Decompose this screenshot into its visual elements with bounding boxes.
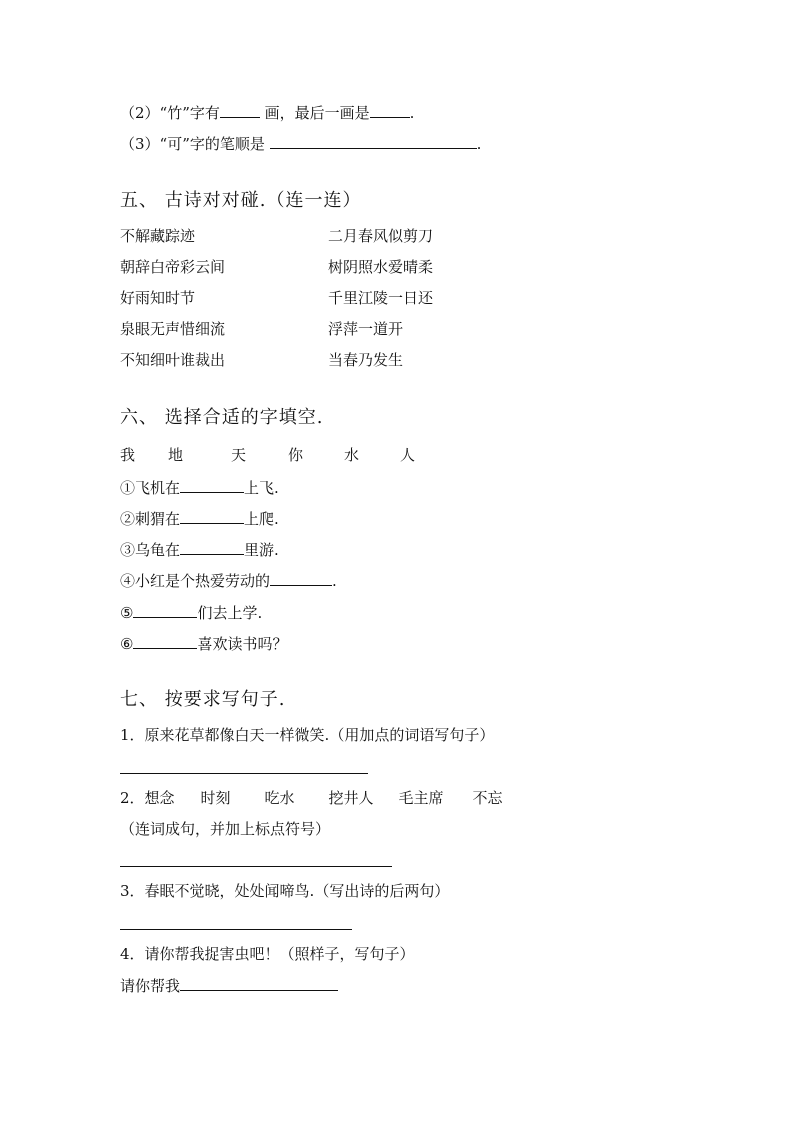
choice-char-4: 你	[288, 446, 304, 464]
fill-item-4	[120, 570, 337, 591]
sentence-q4-prompt: 请你帮我	[120, 977, 181, 995]
sentence-q4: 4．请你帮我捉害虫吧！（照样子，写句子）	[120, 945, 415, 963]
stroke-count-blank[interactable]	[220, 102, 260, 118]
fill-item-6	[120, 633, 287, 654]
section-5-title: 五、 古诗对对碰.（连一连）	[120, 190, 362, 211]
fill-item-3	[120, 539, 279, 560]
choice-char-5: 水	[344, 446, 360, 464]
sentence-q1-answer-line[interactable]	[120, 773, 368, 774]
poem-right-3[interactable]: 千里江陵一日还	[328, 289, 434, 307]
sentence-q2-note: （连词成句，并加上标点符号）	[120, 820, 331, 838]
question-4-2-end: .	[409, 104, 415, 122]
choice-char-1: 我	[120, 446, 136, 464]
fill-item-1-pre: ①飞机在	[120, 479, 181, 497]
word-1: 想念	[144, 789, 175, 807]
fill-item-4-blank[interactable]	[270, 570, 332, 586]
word-5: 毛主席	[398, 789, 444, 807]
poem-left-2[interactable]: 朝辞白帝彩云间	[120, 258, 226, 276]
fill-item-3-blank[interactable]	[180, 539, 244, 555]
section-7-title: 七、 按要求写句子.	[120, 689, 286, 710]
fill-item-1	[120, 477, 279, 498]
fill-item-5	[120, 602, 262, 623]
poem-left-3[interactable]: 好雨知时节	[120, 289, 196, 307]
sentence-q2-answer-line[interactable]	[120, 866, 392, 867]
sentence-q2	[120, 788, 503, 808]
fill-item-3-pre: ③乌龟在	[120, 541, 181, 559]
choice-char-6: 人	[400, 446, 416, 464]
fill-item-1-blank[interactable]	[180, 477, 244, 493]
fill-item-2-blank[interactable]	[180, 508, 244, 524]
poem-right-2[interactable]: 树阴照水爱晴柔	[328, 258, 434, 276]
fill-item-5-pre: ⑤	[120, 604, 134, 622]
sentence-q2-label: 2．	[120, 789, 145, 807]
question-4-3-prefix: （3）“可”字的笔顺是	[120, 135, 270, 153]
fill-item-1-post: 上飞.	[244, 479, 279, 497]
question-4-3-end: .	[476, 135, 482, 153]
sentence-q1: 1．原来花草都像白天一样微笑.（用加点的词语写句子）	[120, 726, 495, 744]
word-3: 吃水	[264, 789, 295, 807]
poem-right-5[interactable]: 当春乃发生	[328, 351, 404, 369]
fill-item-6-post: 喜欢读书吗？	[197, 635, 288, 653]
poem-right-4[interactable]: 浮萍一道开	[328, 320, 404, 338]
last-stroke-blank[interactable]	[370, 102, 410, 118]
poem-left-4[interactable]: 泉眼无声惜细流	[120, 320, 226, 338]
sentence-q4-blank[interactable]	[180, 975, 338, 991]
fill-item-4-post: .	[332, 572, 337, 590]
question-4-2	[120, 102, 414, 123]
poem-left-1[interactable]: 不解藏踪迹	[120, 227, 196, 245]
fill-item-2-pre: ②刺猬在	[120, 510, 181, 528]
word-4: 挖井人	[328, 789, 374, 807]
fill-item-4-pre: ④小红是个热爱劳动的	[120, 572, 271, 590]
fill-item-5-post: 们去上学.	[197, 604, 263, 622]
sentence-q4-prompt-line	[120, 975, 338, 996]
fill-item-6-pre: ⑥	[120, 635, 134, 653]
word-6: 不忘	[472, 789, 503, 807]
question-4-2-middle: 画，最后一画是	[259, 104, 370, 122]
question-4-2-prefix: （2）“竹”字有	[120, 104, 220, 122]
stroke-order-blank[interactable]	[270, 133, 477, 149]
fill-item-5-blank[interactable]	[133, 602, 197, 618]
question-4-3	[120, 133, 481, 154]
fill-item-2	[120, 508, 279, 529]
word-2: 时刻	[200, 789, 231, 807]
sentence-q3-answer-line[interactable]	[120, 929, 352, 930]
choice-char-2: 地	[168, 446, 184, 464]
poem-left-5[interactable]: 不知细叶谁裁出	[120, 351, 226, 369]
fill-item-3-post: 里游.	[244, 541, 279, 559]
choice-char-3: 天	[231, 446, 247, 464]
sentence-q3: 3．春眠不觉晓，处处闻啼鸟.（写出诗的后两句）	[120, 882, 450, 900]
poem-right-1[interactable]: 二月春风似剪刀	[328, 227, 434, 245]
section-6-title: 六、 选择合适的字填空.	[120, 407, 324, 428]
fill-item-2-post: 上爬.	[244, 510, 279, 528]
fill-item-6-blank[interactable]	[133, 633, 197, 649]
